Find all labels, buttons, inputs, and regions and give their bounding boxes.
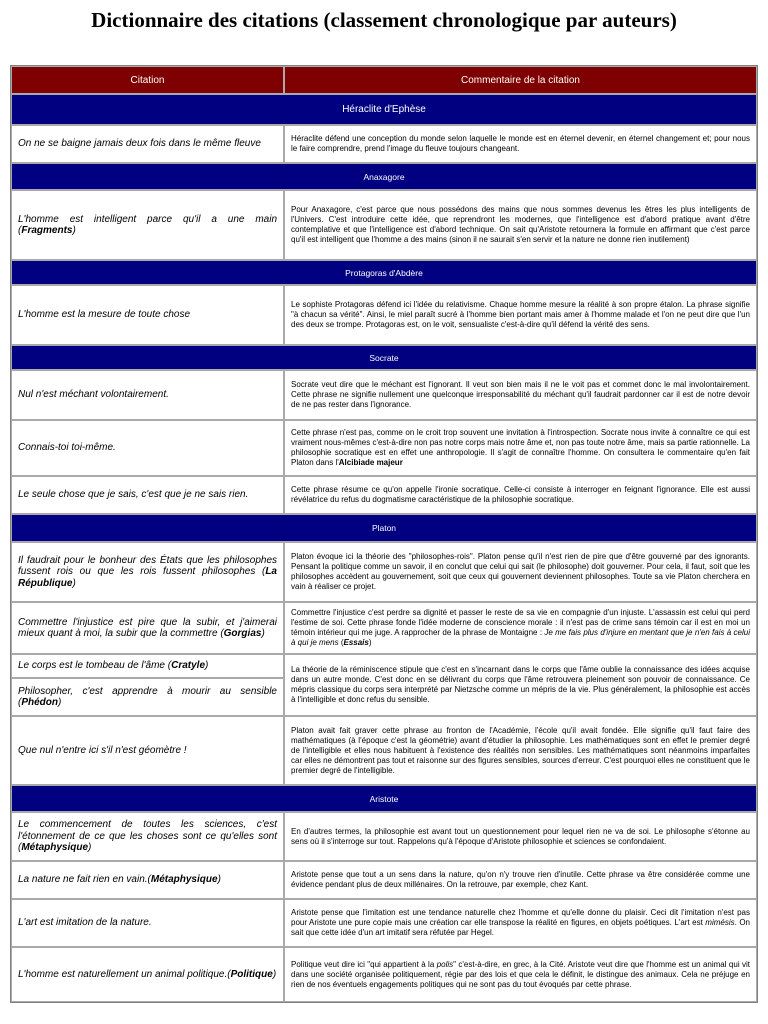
work-title: Essais [343,638,369,647]
quote-cell: La nature ne fait rien en vain.(Métaphysique) [11,861,284,899]
table-row [11,125,757,163]
page-title: Dictionnaire des citations (classement chronologique par auteurs) [91,8,677,32]
table-header [11,66,757,94]
author-heading: Héraclite d'Ephèse [11,94,757,125]
work-title: La République [18,566,277,589]
comment-cell: Cette phrase n'est pas, comme on le croit trop souvent une invitation à l'introspection. Socrate nous invite à connaître ce qui est vraiment nous-mêmes c'est-à-dire non pas notre corps mais notre âme et, non pas toute notre âme, mais sa partie rationnelle. La philosophie socratique est en effet une anthropologie. Il s'agit de connaître l'homme. On consultera le commentaire qu'en fait Platon dans l'Alcibiade majeur [284,420,757,476]
quote-cell: Que nul n'entre ici s'il n'est géomètre ! [11,716,284,785]
work-title: Cratyle [171,660,206,672]
table-row [11,370,757,420]
comment-cell: Aristote pense que tout a un sens dans la nature, qu'on n'y trouve rien d'inutile. Cette phrase va être considérée comme une évidence pendant plus de deux millénaires. On la retrouve, par exemple, chez Kant. [284,861,757,899]
section-protagoras [11,260,757,285]
author-heading: Socrate [11,345,757,370]
comment-cell: La théorie de la réminiscence stipule que c'est en s'incarnant dans le corps que l'âme oublie la connaissance des idées acquise dans un autre monde. C'est donc en se délivrant du corps que l'âme retrouvera pleinement son pouvoir de connaissance. Ce mépris classique du corps sera interprété par Nietzsche comme un mépris de la vie. Plus généralement, la philosophie est accès à l'intelligible et donc refus du sensible. [284,654,757,716]
comment-cell: Socrate veut dire que le méchant est l'ignorant. Il veut son bien mais il ne le voit pas et commet donc le mal involontairement. Cette phrase ne signifie nullement une quelconque irresponsabilité du méchant qu'il faudrait pardonner car il est de notre devoir de ne pas rester dans l'ignorance. [284,370,757,420]
table-row [11,542,757,602]
work-title: Fragments [21,225,73,236]
work-title: Métaphysique [150,874,218,886]
quote-cell: Connais-toi toi-même. [11,420,284,476]
quote-cell: Philosopher, c'est apprendre à mourir au sensible (Phédon) [11,678,284,716]
section-platon [11,514,757,542]
section-socrate [11,345,757,370]
header-citation: Citation [11,66,284,94]
quote-cell: L'homme est intelligent parce qu'il a une main (Fragments) [11,190,284,260]
comment-cell: Platon avait fait graver cette phrase au fronton de l'Académie, l'école qu'il avait fondée. Elle signifie qu'il faut faire des mathématiques (à l'époque c'est la géométrie) avant d'étudier la philosophie. Les mathématiques sont en effet le premier degré de l'intelligible et elles nous habituent à l'existence des réalités non sensibles. Les mathématiques sont néanmoins imparfaites car elles ne démontrent pas tout et raisonne sur des figures sensibles, sources d'erreur. C'est pourquoi elles ne constituent que le premier degré de l'intelligible. [284,716,757,785]
table-row [11,654,757,678]
work-title: Gorgias [223,628,262,639]
table-row [11,285,757,345]
comment-cell: Aristote pense que l'imitation est une tendance naturelle chez l'homme et qu'elle donne du plaisir. Ceci dit l'imitation n'est pas pour Aristote une pure copie mais une création car elle transpose la réalité en figures, en objets poétiques. L'art est mimésis. On sait que cette idée d'un art imitatif sera réfutée par Hegel. [284,899,757,947]
table-row [11,716,757,785]
section-aristote [11,785,757,812]
comment-cell: Platon évoque ici la théorie des "philosophes-rois". Platon pense qu'il n'est rien de pire que d'être gouverné par des ignorants. Pensant la politique comme un savoir, il en conclut que celui qui sait (le philosophe) doit gouverner. Pour cela, il faut, soit que les philosophes accèdent au gouvernement, soit que ceux qui gouvernent deviennent philosophes. Toute sa vie Platon cherchera en vain à réaliser ce projet. [284,542,757,602]
quote-cell: On ne se baigne jamais deux fois dans le même fleuve [11,125,284,163]
table-row [11,476,757,514]
quote-cell: Il faudrait pour le bonheur des États que les philosophes fussent rois ou que les rois fussent philosophes (La République) [11,542,284,602]
quote-cell: Nul n'est méchant volontairement. [11,370,284,420]
author-heading: Platon [11,514,757,542]
table-row [11,947,757,1002]
comment-cell: En d'autres termes, la philosophie est avant tout un questionnement pour lequel rien ne va de soi. Le philosophe s'étonne au sens où il s'interroge sur tout. Rappelons qu'à l'époque d'Aristote philosophie et sciences se confondaient. [284,812,757,861]
work-title: Métaphysique [21,842,89,854]
section-heraclite [11,94,757,125]
table-row [11,861,757,899]
section-anaxagore [11,163,757,190]
greek-term: polis [436,959,454,969]
comment-cell: Politique veut dire ici "qui appartient à la polis" c'est-à-dire, en grec, à la Cité. Aristote veut dire que l'homme est un animal qui vit dans une société organisée politiquement, régie par des lois et que cela le définit, le distingue des animaux. Cela ne préjuge en rien de nos éventuels engagements politiques qui ne sont pas du tout évoqués par cette phrase. [284,947,757,1002]
work-title: Phédon [21,697,59,708]
greek-term: mimésis [705,918,735,927]
quote-cell: Le commencement de toutes les sciences, c'est l'étonnement de ce que les choses sont ce qu'elles sont (Métaphysique) [11,812,284,861]
author-heading: Anaxagore [11,163,757,190]
comment-cell: Cette phrase résume ce qu'on appelle l'ironie socratique. Celle-ci consiste à interroger en feignant l'ignorance. Elle est aussi révélatrice du refus du dogmatisme caractéristique de la philosophie socratique. [284,476,757,514]
author-heading: Aristote [11,785,757,812]
montaigne-quote: Je me fais plus d'injure en mentant que je n'en fais à celui à qui je mens [291,628,751,647]
comment-cell: Commettre l'injustice c'est perdre sa dignité et passer le reste de sa vie en compagnie d'un injuste. L'assassin est celui qui perd l'estime de soi. Cette phrase fonde l'idée moderne de conscience morale : il n'est pas de crime sans témoin car il est en moi un témoin intérieur qui me juge. A rapprocher de la phrase de Montaigne : Je me fais plus d'injure en mentant que je n'en fais à celui à qui je mens (Essais) [284,602,757,654]
table-row [11,190,757,260]
quote-cell: L'homme est naturellement un animal politique.(Politique) [11,947,284,1002]
table-row [11,602,757,654]
quote-cell: L'art est imitation de la nature. [11,899,284,947]
comment-cell: Pour Anaxagore, c'est parce que nous possédons des mains que nous sommes devenus les êtres les plus intelligents de l'Univers. C'est introduire cette idée, que reprendront les modernes, que l'intelligence est d'abord pratique avant d'être contemplative et que l'intelligence est d'abord technique. On sait qu'Aristote retournera la formule en affirmant que c'est parce qu'il est intelligent que l'homme a des mains (sinon il ne saurait s'en servir et la nature ne donne rien inutilement) [284,190,757,260]
quote-cell: Le corps est le tombeau de l'âme (Cratyle) [11,654,284,678]
quote-cell: L'homme est la mesure de toute chose [11,285,284,345]
work-title: Politique [230,968,273,980]
table-row [11,812,757,861]
comment-cell: Le sophiste Protagoras défend ici l'idée du relativisme. Chaque homme mesure la réalité à son propre étalon. La phrase signifie "à chacun sa vérité". Ainsi, le miel paraît sucré à l'homme bien portant mais amer à l'homme malade et l'on ne peut dire que l'un des deux se trompe. Protagoras est, on le voit, sensualiste c'est-à-dire qu'il défend la vérité des sens. [284,285,757,345]
quote-cell: Le seule chose que je sais, c'est que je ne sais rien. [11,476,284,514]
header-commentaire: Commentaire de la citation [284,66,757,94]
comment-cell: Héraclite défend une conception du monde selon laquelle le monde est en éternel devenir, en éternel changement et; pour nous le faire comprendre, prend l'image du fleuve toujours changeant. [284,125,757,163]
author-heading: Protagoras d'Abdère [11,260,757,285]
quotes-table [10,65,758,1003]
table-row [11,420,757,476]
quote-cell: Commettre l'injustice est pire que la subir, et j'aimerai mieux quant à moi, la subir que la commettre (Gorgias) [11,602,284,654]
table-row [11,899,757,947]
work-title: Alcibiade majeur [338,458,403,467]
